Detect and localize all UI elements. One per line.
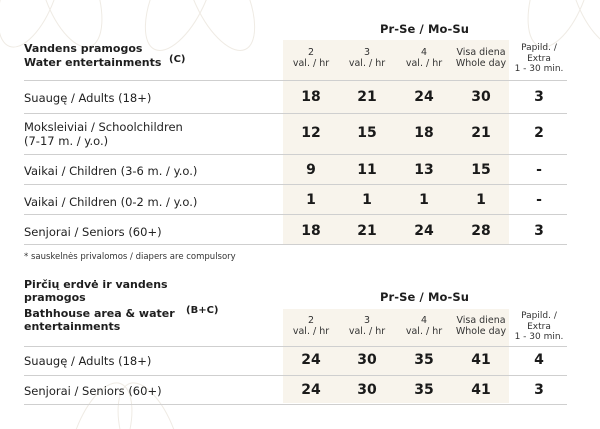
price-cell: 35 bbox=[414, 352, 434, 368]
row-divider bbox=[24, 113, 567, 114]
title-en: Water entertainments bbox=[24, 56, 162, 69]
title-en-cont: entertainments bbox=[24, 320, 121, 333]
row-label-schoolchildren: Moksleiviai / Schoolchildren (7-17 m. / y.o.) bbox=[24, 120, 183, 148]
days-header: Pr-Se / Mo-Su bbox=[380, 290, 470, 304]
price-cell: 9 bbox=[306, 162, 316, 178]
row-label-seniors: Senjorai / Seniors (60+) bbox=[24, 384, 162, 398]
extra-price-cell: - bbox=[536, 162, 542, 178]
title-lt: Pirčių erdvė ir vandens bbox=[24, 278, 168, 291]
column-header-2h: 2 val. / hr bbox=[292, 47, 330, 69]
extra-price-cell: 4 bbox=[534, 352, 544, 368]
row-divider bbox=[24, 184, 567, 185]
column-header-2h: 2 val. / hr bbox=[292, 315, 330, 337]
row-label-seniors: Senjorai / Seniors (60+) bbox=[24, 225, 162, 239]
row-label-children-0-2: Vaikai / Children (0-2 m. / y.o.) bbox=[24, 195, 198, 209]
row-divider bbox=[24, 346, 567, 347]
row-label-adults: Suaugę / Adults (18+) bbox=[24, 91, 152, 105]
price-cell: 24 bbox=[414, 223, 434, 239]
extra-price-cell: 3 bbox=[534, 223, 544, 239]
price-cell: 13 bbox=[414, 162, 434, 178]
extra-price-cell: 2 bbox=[534, 125, 544, 141]
row-divider bbox=[24, 80, 567, 81]
price-cell: 11 bbox=[357, 162, 377, 178]
days-header: Pr-Se / Mo-Su bbox=[380, 22, 470, 36]
title-lt: Vandens pramogos bbox=[24, 42, 143, 55]
price-cell: 1 bbox=[419, 192, 429, 208]
price-cell: 15 bbox=[357, 125, 377, 141]
extra-price-cell: 3 bbox=[534, 89, 544, 105]
price-cell: 1 bbox=[362, 192, 372, 208]
column-header-whole-day: Visa diena Whole day bbox=[455, 47, 507, 69]
row-divider bbox=[24, 375, 567, 376]
extra-price-cell: 3 bbox=[534, 382, 544, 398]
price-cell: 21 bbox=[357, 223, 377, 239]
section-title bbox=[24, 278, 184, 333]
extra-price-cell: - bbox=[536, 192, 542, 208]
price-cell: 1 bbox=[476, 192, 486, 208]
column-header-4h: 4 val. / hr bbox=[405, 47, 443, 69]
zone-tag: (B+C) bbox=[186, 305, 219, 316]
price-cell: 18 bbox=[301, 89, 321, 105]
column-header-4h: 4 val. / hr bbox=[405, 315, 443, 337]
price-cell: 18 bbox=[301, 223, 321, 239]
price-cell: 24 bbox=[301, 382, 321, 398]
title-en: Bathhouse area & water bbox=[24, 307, 175, 320]
price-cell: 21 bbox=[357, 89, 377, 105]
column-header-whole-day: Visa diena Whole day bbox=[455, 315, 507, 337]
row-divider bbox=[24, 214, 567, 215]
price-cell: 30 bbox=[471, 89, 491, 105]
column-header-extra: Papild. / Extra 1 - 30 min. bbox=[514, 311, 564, 342]
price-cell: 24 bbox=[301, 352, 321, 368]
price-cell: 30 bbox=[357, 352, 377, 368]
price-cell: 21 bbox=[471, 125, 491, 141]
price-cell: 24 bbox=[414, 89, 434, 105]
price-cell: 41 bbox=[471, 352, 491, 368]
column-header-3h: 3 val. / hr bbox=[348, 315, 386, 337]
price-cell: 28 bbox=[471, 223, 491, 239]
column-header-extra: Papild. / Extra 1 - 30 min. bbox=[514, 43, 564, 74]
row-divider bbox=[24, 154, 567, 155]
row-label-children-3-6: Vaikai / Children (3-6 m. / y.o.) bbox=[24, 164, 198, 178]
row-label-adults: Suaugę / Adults (18+) bbox=[24, 354, 152, 368]
section-title bbox=[24, 42, 161, 70]
price-cell: 41 bbox=[471, 382, 491, 398]
zone-tag: (C) bbox=[169, 54, 186, 65]
price-cell: 12 bbox=[301, 125, 321, 141]
price-cell: 18 bbox=[414, 125, 434, 141]
price-cell: 1 bbox=[306, 192, 316, 208]
title-lt-cont: pramogos bbox=[24, 291, 86, 304]
row-divider bbox=[24, 244, 567, 245]
price-cell: 35 bbox=[414, 382, 434, 398]
diaper-note: * sauskelnės privalomos / diapers are compulsory bbox=[24, 252, 236, 262]
column-header-3h: 3 val. / hr bbox=[348, 47, 386, 69]
price-cell: 30 bbox=[357, 382, 377, 398]
price-cell: 15 bbox=[471, 162, 491, 178]
row-divider bbox=[24, 404, 567, 405]
